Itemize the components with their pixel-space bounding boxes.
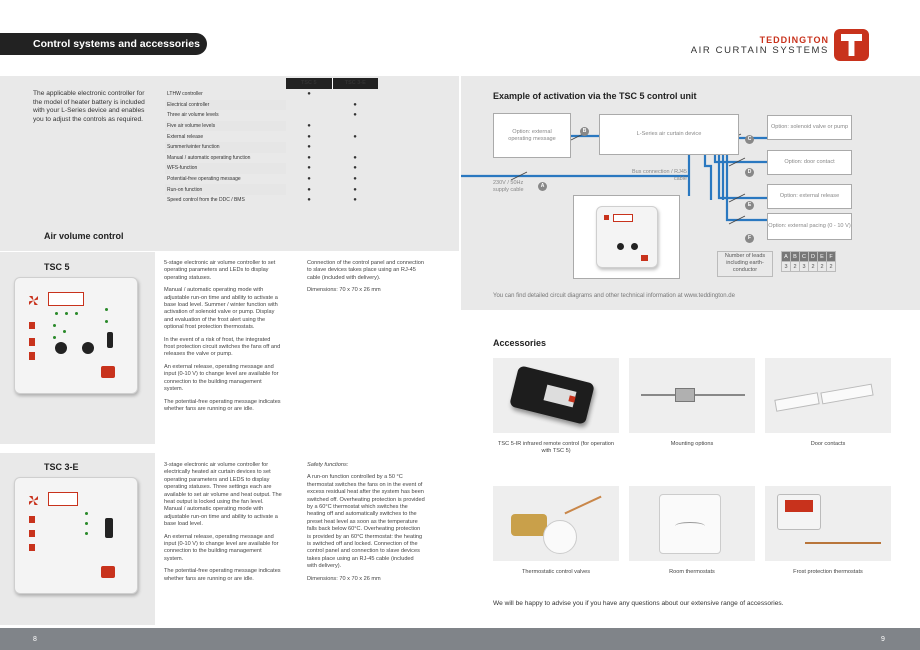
tsc3e-device-image bbox=[14, 477, 138, 594]
lead-head-b: B bbox=[791, 252, 800, 262]
feature-label: Speed control from the DDC / BMS bbox=[167, 197, 245, 204]
feature-label: Summer/winter function bbox=[165, 142, 286, 153]
feature-label: External release bbox=[167, 133, 204, 140]
feature-row bbox=[165, 184, 378, 195]
feature-row bbox=[165, 174, 378, 185]
feature-label: Manual / automatic operating function bbox=[167, 154, 251, 161]
accessory-caption-3: Door contacts bbox=[810, 441, 846, 447]
leads-table bbox=[781, 251, 836, 272]
accessories-heading: Accessories bbox=[493, 338, 547, 348]
tsc5-mark: ● bbox=[307, 165, 311, 172]
tsc5-mark: ● bbox=[307, 197, 311, 204]
room-thermostats-image bbox=[629, 486, 755, 561]
knob-2 bbox=[82, 342, 94, 354]
feature-row bbox=[165, 195, 378, 206]
tsc5-device-image bbox=[14, 277, 138, 394]
supply-label: 230V / 50Hz supply cable bbox=[493, 180, 524, 193]
lead-c: 3 bbox=[800, 262, 809, 272]
fan-icon bbox=[29, 296, 38, 305]
tsc5-mark bbox=[286, 100, 332, 111]
page-title: Control systems and accessories bbox=[0, 33, 207, 55]
feature-label: LTHW controller bbox=[167, 91, 203, 98]
marker-e: E bbox=[745, 201, 754, 210]
tsc3e-text: 3-stage electronic air volume controller for electrically heated air curtain devices to set operating parameters and LEDS to display operating statuses. Three settings each are available to set air volume and heat output. The heat output is locked using the fan level. Manual / automatic operating mode with adjustable run-on time and ability to activate a base load level. An external release, operating message and input (0-10 V) to change level are available for connection to the building management system. The potential-free operating message indicates whether fans are running or are idle. bbox=[164, 462, 282, 582]
leads-label: Number of leads including earth-conductor bbox=[717, 251, 773, 277]
feature-row bbox=[165, 153, 378, 164]
option-ext-message-box: Option: external operating message bbox=[493, 113, 571, 158]
lead-head-a: A bbox=[782, 252, 791, 262]
marker-d: D bbox=[745, 168, 754, 177]
diagram-tsc5-image bbox=[596, 206, 658, 268]
tsc5-mark bbox=[286, 110, 332, 121]
tsc3e-name: TSC 3-E bbox=[44, 462, 79, 472]
brand-badge-icon bbox=[101, 366, 115, 378]
tsc3e-mark: ● bbox=[353, 101, 357, 108]
page-footer-bar bbox=[0, 628, 920, 650]
tsc3e-mark bbox=[332, 89, 378, 100]
lead-head-e: E bbox=[818, 252, 827, 262]
accessory-caption-4: Thermostatic control valves bbox=[521, 569, 591, 575]
diagram-note: You can find detailed circuit diagrams and other technical information at www.teddington.de bbox=[493, 293, 735, 299]
diagram-heading: Example of activation via the TSC 5 control unit bbox=[493, 91, 697, 101]
tsc3e-mark: ● bbox=[353, 186, 357, 193]
tsc3e-mark: ● bbox=[353, 165, 357, 172]
tsc5-name: TSC 5 bbox=[44, 262, 70, 272]
option-c-box: Option: solenoid valve or pump bbox=[767, 115, 852, 140]
lead-b: 2 bbox=[791, 262, 800, 272]
feature-row bbox=[165, 110, 378, 121]
feature-label: Potential-free operating message bbox=[167, 176, 241, 183]
page-number-left: 8 bbox=[33, 636, 37, 643]
diagram-controller-frame bbox=[573, 195, 680, 279]
feature-label: Three air volume levels bbox=[167, 112, 219, 119]
logo-t-icon bbox=[841, 34, 862, 56]
feature-row bbox=[165, 131, 378, 142]
lead-e: 2 bbox=[818, 262, 827, 272]
main-device-box: L-Series air curtain device bbox=[599, 114, 739, 155]
lead-head-f: F bbox=[827, 252, 836, 262]
option-f-box: Option: external pacing (0 - 10 V) bbox=[767, 213, 852, 240]
tsc3e-text-right: Safety functions: A run-on function controlled by a 50 °C thermostat switches the fans on in the event of excess residual heat after the system has been switched off. Overheating protection is provided by a 60°C thermostat which switches the heating off and automatically switches to the preset heat level as soon as the temperature falls back below 60°C. Overheating protection is provided by an 60°C thermostat: the heating is switched off and locked. Connection of the control panel and connection to slave devices takes place using an RJ-45 cable (included with delivery). Dimensions: 70 x 70 x 26 mm bbox=[307, 462, 425, 582]
lead-f: 2 bbox=[827, 262, 836, 272]
tsc5-mark: ● bbox=[307, 91, 311, 98]
bus-label: Bus connection / RJ45 cable bbox=[631, 169, 687, 182]
lead-d: 2 bbox=[809, 262, 818, 272]
feature-row bbox=[165, 142, 378, 153]
accessory-caption-6: Frost protection thermostats bbox=[793, 569, 863, 575]
tsc3e-mark: ● bbox=[353, 176, 357, 183]
feature-label: WFS-function bbox=[165, 163, 286, 174]
activation-diagram bbox=[461, 100, 920, 290]
accessories-footer-note: We will be happy to advise you if you have any questions about our extensive range of accessories. bbox=[493, 600, 784, 607]
brand-subtitle: AIR CURTAIN SYSTEMS bbox=[690, 45, 829, 56]
tsc3e-mark bbox=[332, 121, 378, 132]
feature-table bbox=[165, 78, 379, 206]
mounting-options-image bbox=[629, 358, 755, 433]
brand-name: TEDDINGTON bbox=[759, 35, 829, 45]
fan-icon bbox=[29, 496, 38, 505]
marker-a: A bbox=[538, 182, 547, 191]
col-tsc3e-header: TSC 3-E bbox=[332, 78, 378, 89]
tsc5-mark: ● bbox=[307, 154, 311, 161]
air-volume-heading: Air volume control bbox=[44, 231, 124, 241]
feature-row bbox=[165, 163, 378, 174]
tsc3e-mark: ● bbox=[353, 154, 357, 161]
feature-row bbox=[165, 89, 378, 100]
page-number-right: 9 bbox=[881, 636, 885, 643]
lead-head-d: D bbox=[809, 252, 818, 262]
accessory-caption-5: Room thermostats bbox=[669, 569, 715, 575]
tsc5-text-right: Connection of the control panel and connection to slave devices takes place using an RJ-45 cable (included with delivery). Dimensions: 70 x 70 x 26 mm bbox=[307, 260, 424, 294]
tsc3e-mark: ● bbox=[353, 197, 357, 204]
brand-badge-icon bbox=[101, 566, 115, 578]
lead-a: 3 bbox=[782, 262, 791, 272]
tsc3e-mark: ● bbox=[353, 133, 357, 140]
teddington-logo bbox=[834, 29, 869, 61]
feature-label: Run-on function bbox=[165, 184, 286, 195]
marker-f: F bbox=[745, 234, 754, 243]
feature-row bbox=[165, 100, 378, 111]
col-tsc5-header: TSC 5 bbox=[286, 78, 332, 89]
marker-c: C bbox=[745, 135, 754, 144]
tsc5-mark: ● bbox=[307, 133, 311, 140]
knob-1 bbox=[55, 342, 67, 354]
intro-text: The applicable electronic controller for the model of heater battery is included with your L-Series device and enables you to adjust the controls as required. bbox=[33, 90, 145, 123]
tsc3e-mark bbox=[332, 142, 378, 153]
door-contacts-image bbox=[765, 358, 891, 433]
tsc5-mark: ● bbox=[307, 176, 311, 183]
accessory-caption-1: TSC 5-IR infrared remote control (for operation with TSC 5) bbox=[498, 441, 614, 455]
tsc5-text: 5-stage electronic air volume controller to set operating parameters and LEDs to display operating statuses. Manual / automatic operating mode with adjustable run-on time and ability to activate a base load level. Summer / winter function with activation of solenoid valve or pump. Display and evaluation of the frost alert using the optional frost protection thermostats. In the event of a risk of frost, the integrated frost protection circuit switches the fans off and releases the valve or pump. An external release, operating message and input (0-10 V) to change level are available for connection to the building management system. The potential-free operating message indicates whether fans are running or are idle. bbox=[164, 260, 281, 412]
thermostatic-valves-image bbox=[493, 486, 619, 561]
marker-b: B bbox=[580, 127, 589, 136]
feature-row bbox=[165, 121, 378, 132]
option-d-box: Option: door contact bbox=[767, 150, 852, 175]
accessory-caption-2: Mounting options bbox=[670, 441, 714, 447]
lead-head-c: C bbox=[800, 252, 809, 262]
frost-thermostats-image bbox=[765, 486, 891, 561]
remote-control-image bbox=[493, 358, 619, 433]
tsc5-mark: ● bbox=[307, 144, 311, 151]
feature-label: Five air volume levels bbox=[165, 121, 286, 132]
option-e-box: Option: external release bbox=[767, 184, 852, 209]
tsc5-mark: ● bbox=[307, 123, 311, 130]
tsc3e-mark: ● bbox=[353, 112, 357, 119]
feature-label: Electrical controller bbox=[165, 100, 286, 111]
tsc5-mark: ● bbox=[307, 186, 311, 193]
